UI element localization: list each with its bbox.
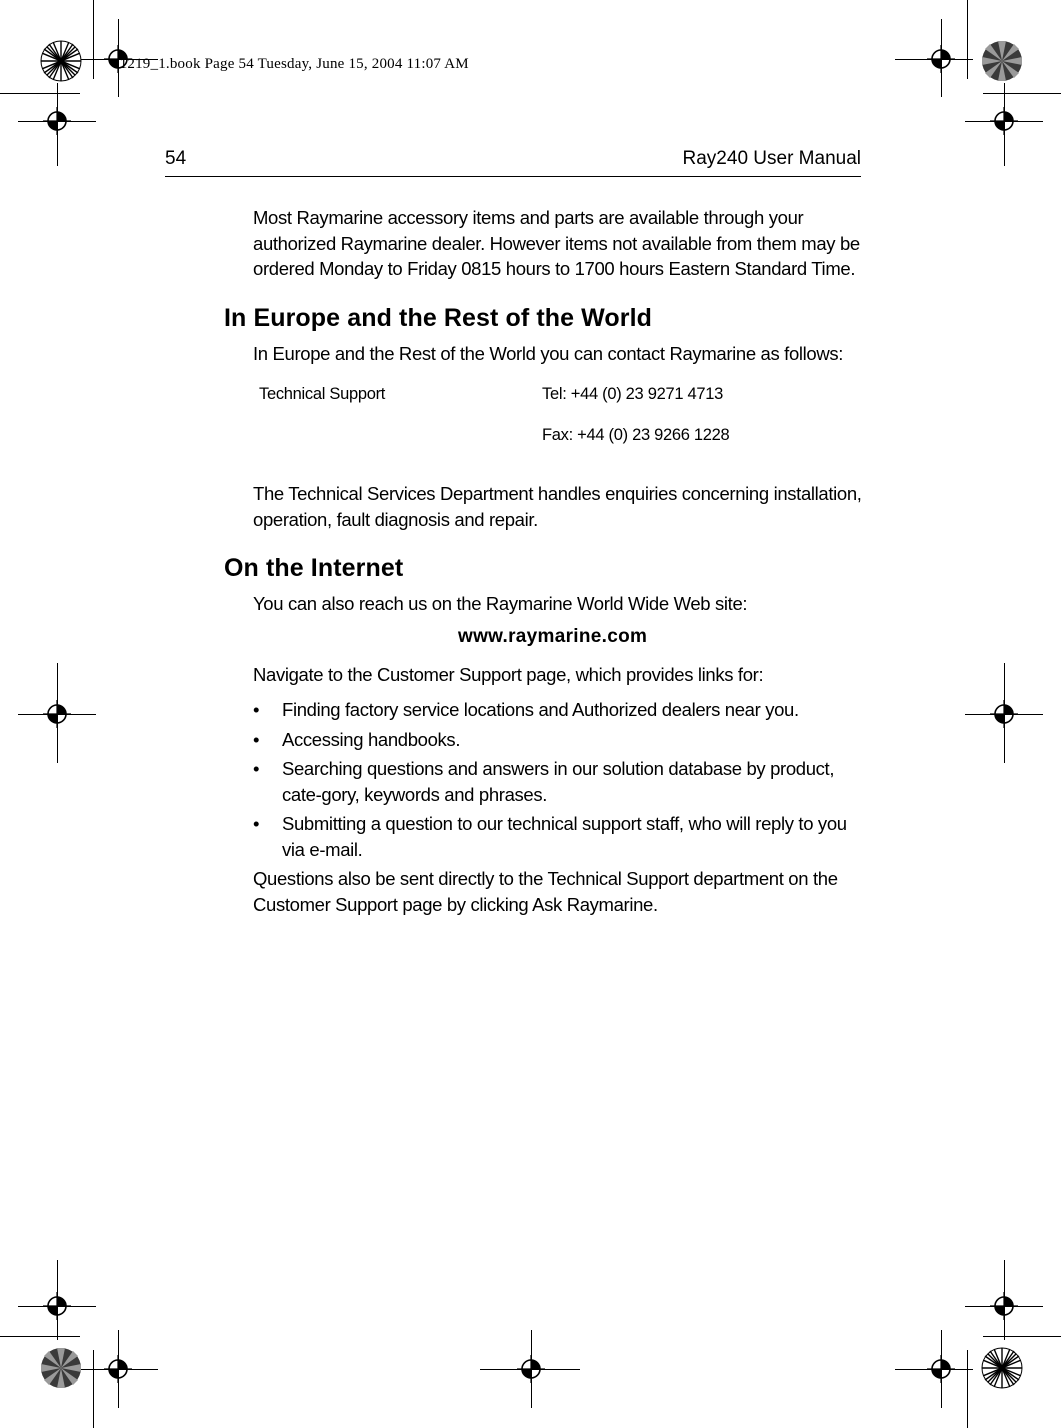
list-item-text: Searching questions and answers in our solution database by product, cate-gory, keywords and phrases. [282,758,835,805]
bullet-icon: • [253,728,260,750]
fax-number: Fax: +44 (0) 23 9266 1228 [542,426,730,444]
internet-lead: You can also reach us on the Raymarine World Wide Web site: [253,593,748,614]
intro-paragraph: Most Raymarine accessory items and parts are available through your authorized Raymarine dealer. However items not available from them may be ordered Monday to Friday 0815 hours to 1700 hours Eastern Standard Time. [253,207,860,279]
registration-mark-icon [43,107,71,135]
list-item [253,811,863,862]
list-item-text: Accessing handbooks. [282,728,461,750]
list-item [253,697,863,723]
registration-mark-icon [990,107,1018,135]
registration-mark-icon [927,45,955,73]
closing-paragraph: Questions also be sent directly to the Technical Support department on the Customer Support page by clicking Ask Raymarine. [253,868,838,915]
telephone-number: Tel: +44 (0) 23 9271 4713 [542,385,724,403]
website-url[interactable]: www.raymarine.com [458,626,648,647]
registration-mark-icon [990,1292,1018,1320]
list-item [253,756,863,807]
star-target-icon [40,40,82,82]
tech-services-note: The Technical Services Department handles enquiries concerning installation, operation, fault diagnosis and repair. [253,483,862,530]
star-target-icon [40,1347,82,1389]
list-item-text: Finding factory service locations and Authorized dealers near you. [282,699,799,720]
page-number: 54 [165,148,187,169]
bullet-icon: • [253,758,260,779]
print-slug: 81219_1.book Page 54 Tuesday, June 15, 2004 11:07 AM [112,56,469,72]
star-target-icon [981,1347,1023,1389]
internet-heading: On the Internet [224,554,404,582]
list-item [253,727,863,753]
registration-mark-icon [43,700,71,728]
manual-title: Ray240 User Manual [682,148,861,169]
support-links-list [253,697,863,866]
bullet-icon: • [253,699,260,720]
registration-mark-icon [104,1355,132,1383]
registration-mark-icon [927,1355,955,1383]
star-target-icon [981,40,1023,82]
registration-mark-icon [517,1355,545,1383]
running-header [165,148,861,177]
registration-mark-icon [990,700,1018,728]
europe-lead: In Europe and the Rest of the World you can contact Raymarine as follows: [253,343,844,364]
list-item-text: Submitting a question to our technical support staff, who will reply to you via e-mail. [282,813,847,860]
navigate-paragraph: Navigate to the Customer Support page, which provides links for: [253,664,764,685]
contact-label: Technical Support [259,385,386,403]
europe-heading: In Europe and the Rest of the World [224,304,653,332]
bullet-icon: • [253,813,260,834]
registration-mark-icon [43,1292,71,1320]
